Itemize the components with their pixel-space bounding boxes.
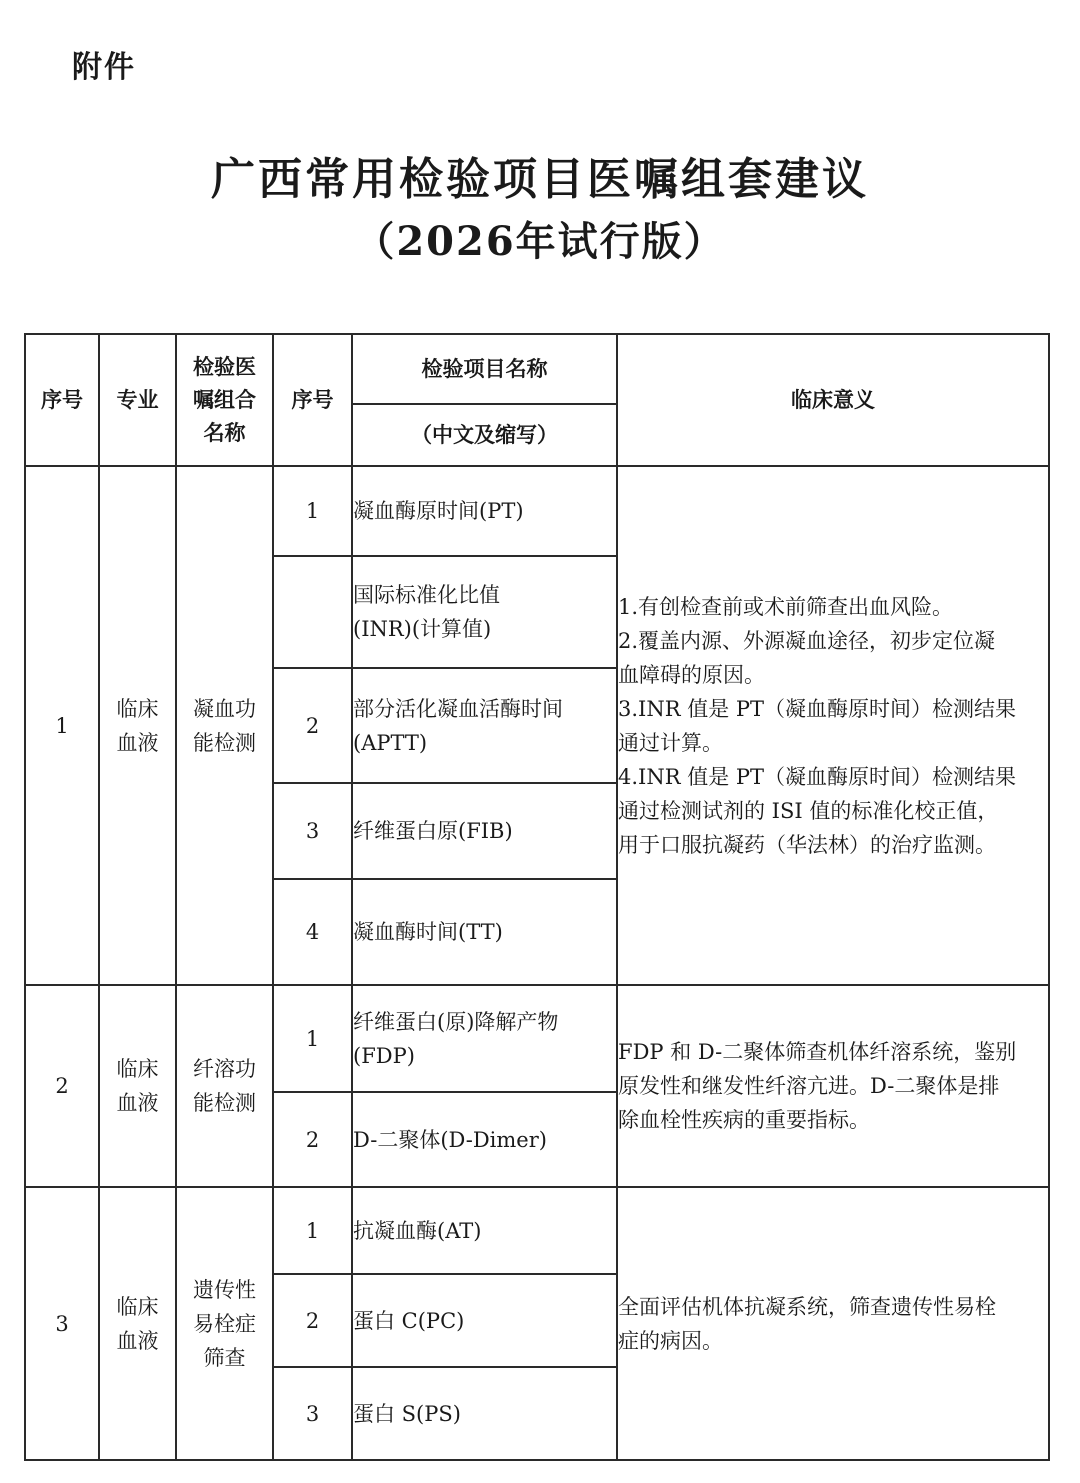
document-title: 广西常用检验项目医嘱组套建议: [211, 154, 869, 205]
header-row: [25, 334, 1049, 404]
group-specialty-line: 血液: [116, 1091, 159, 1115]
document-subtitle: （2026年试行版）: [354, 218, 726, 265]
header-item-name: 检验项目名称: [352, 334, 617, 404]
significance-line: 除血栓性疾病的重要指标。: [618, 1108, 870, 1132]
item-seq: 2: [273, 1092, 352, 1187]
item-name-line: 凝血酶原时间(PT): [353, 499, 524, 523]
document-title-block: [0, 150, 1080, 272]
group-name-line: 遗传性: [193, 1277, 256, 1302]
item-name-line: 纤维蛋白原(FIB): [353, 819, 513, 843]
group-seq: 2: [25, 985, 99, 1187]
clinical-significance: [617, 466, 1049, 985]
header-item-name-sub: （中文及缩写）: [352, 404, 617, 466]
item-name: [352, 1367, 617, 1460]
header-group-name-line: 检验医: [193, 354, 256, 379]
lab-order-table: [24, 333, 1050, 1461]
header-seq: 序号: [25, 334, 99, 466]
item-name-line: D-二聚体(D-Dimer): [353, 1127, 547, 1152]
group-specialty-line: 临床: [116, 696, 159, 721]
header-specialty: 专业: [99, 334, 176, 466]
group-name-line: 凝血功: [193, 696, 256, 721]
item-name-line: (INR)(计算值): [353, 617, 492, 641]
group-name-line: 能检测: [193, 1091, 256, 1115]
item-name: [352, 1274, 617, 1367]
significance-line: FDP 和 D-二聚体筛查机体纤溶系统，鉴别: [618, 1040, 1017, 1064]
header-group-name-line: 名称: [203, 420, 246, 445]
item-name-line: (APTT): [353, 730, 428, 755]
significance-line: 4.INR 值是 PT（凝血酶原时间）检测结果: [618, 764, 1017, 789]
clinical-significance: [617, 985, 1049, 1187]
group-name: [176, 466, 273, 985]
group-specialty: [99, 466, 176, 985]
group-seq: 1: [25, 466, 99, 985]
group-specialty-line: 血液: [116, 730, 159, 755]
header-significance: 临床意义: [617, 334, 1049, 466]
table-row: [25, 985, 1049, 1092]
item-name: [352, 879, 617, 985]
item-name: [352, 985, 617, 1092]
significance-line: 原发性和继发性纤溶亢进。D-二聚体是排: [618, 1074, 1000, 1098]
item-name: [352, 783, 617, 879]
item-name-line: 凝血酶时间(TT): [353, 920, 503, 944]
significance-line: 通过计算。: [618, 730, 723, 755]
header-group-name-line: 嘱组合: [193, 387, 256, 412]
group-name-line: 易栓症: [193, 1311, 256, 1336]
significance-line: 全面评估机体抗凝系统，筛查遗传性易栓: [618, 1294, 996, 1319]
header-group-name: [176, 334, 273, 466]
item-name-line: 蛋白 S(PS): [353, 1401, 461, 1426]
item-name-line: 国际标准化比值: [353, 583, 500, 607]
item-name: [352, 466, 617, 556]
table-row: [25, 466, 1049, 556]
item-name-line: 部分活化凝血活酶时间: [353, 696, 563, 721]
group-specialty-line: 临床: [116, 1057, 159, 1081]
item-seq: 2: [273, 668, 352, 783]
item-name-line: (FDP): [353, 1043, 415, 1068]
header-item-seq: 序号: [273, 334, 352, 466]
item-seq: 1: [273, 985, 352, 1092]
significance-line: 用于口服抗凝药（华法林）的治疗监测。: [618, 832, 996, 857]
significance-line: 3.INR 值是 PT（凝血酶原时间）检测结果: [618, 696, 1017, 721]
group-name: [176, 985, 273, 1187]
item-seq: 3: [273, 783, 352, 879]
significance-line: 1.有创检查前或术前筛查出血风险。: [618, 594, 954, 619]
item-name: [352, 1187, 617, 1274]
item-name: [352, 668, 617, 783]
item-seq: 4: [273, 879, 352, 985]
significance-line: 通过检测试剂的 ISI 值的标准化校正值，: [618, 798, 999, 823]
item-seq: 2: [273, 1274, 352, 1367]
group-name-line: 纤溶功: [193, 1057, 256, 1081]
clinical-significance: [617, 1187, 1049, 1460]
group-name-line: 筛查: [203, 1345, 246, 1370]
group-specialty: [99, 1187, 176, 1460]
significance-line: 血障碍的原因。: [618, 662, 765, 687]
item-seq: 3: [273, 1367, 352, 1460]
group-name-line: 能检测: [193, 730, 256, 755]
item-name-line: 抗凝血酶(AT): [353, 1218, 482, 1243]
significance-line: 2.覆盖内源、外源凝血途径，初步定位凝: [618, 628, 996, 653]
item-name: [352, 556, 617, 668]
group-specialty: [99, 985, 176, 1187]
table-row: [25, 1187, 1049, 1274]
item-seq: [273, 556, 352, 668]
attachment-label: 附件: [72, 50, 136, 85]
group-name: [176, 1187, 273, 1460]
item-seq: 1: [273, 1187, 352, 1274]
item-name-line: 蛋白 C(PC): [353, 1308, 465, 1333]
group-specialty-line: 临床: [116, 1294, 159, 1319]
group-specialty-line: 血液: [116, 1328, 159, 1353]
item-name: [352, 1092, 617, 1187]
item-name-line: 纤维蛋白(原)降解产物: [353, 1009, 559, 1034]
significance-line: 症的病因。: [618, 1328, 723, 1353]
group-seq: 3: [25, 1187, 99, 1460]
item-seq: 1: [273, 466, 352, 556]
